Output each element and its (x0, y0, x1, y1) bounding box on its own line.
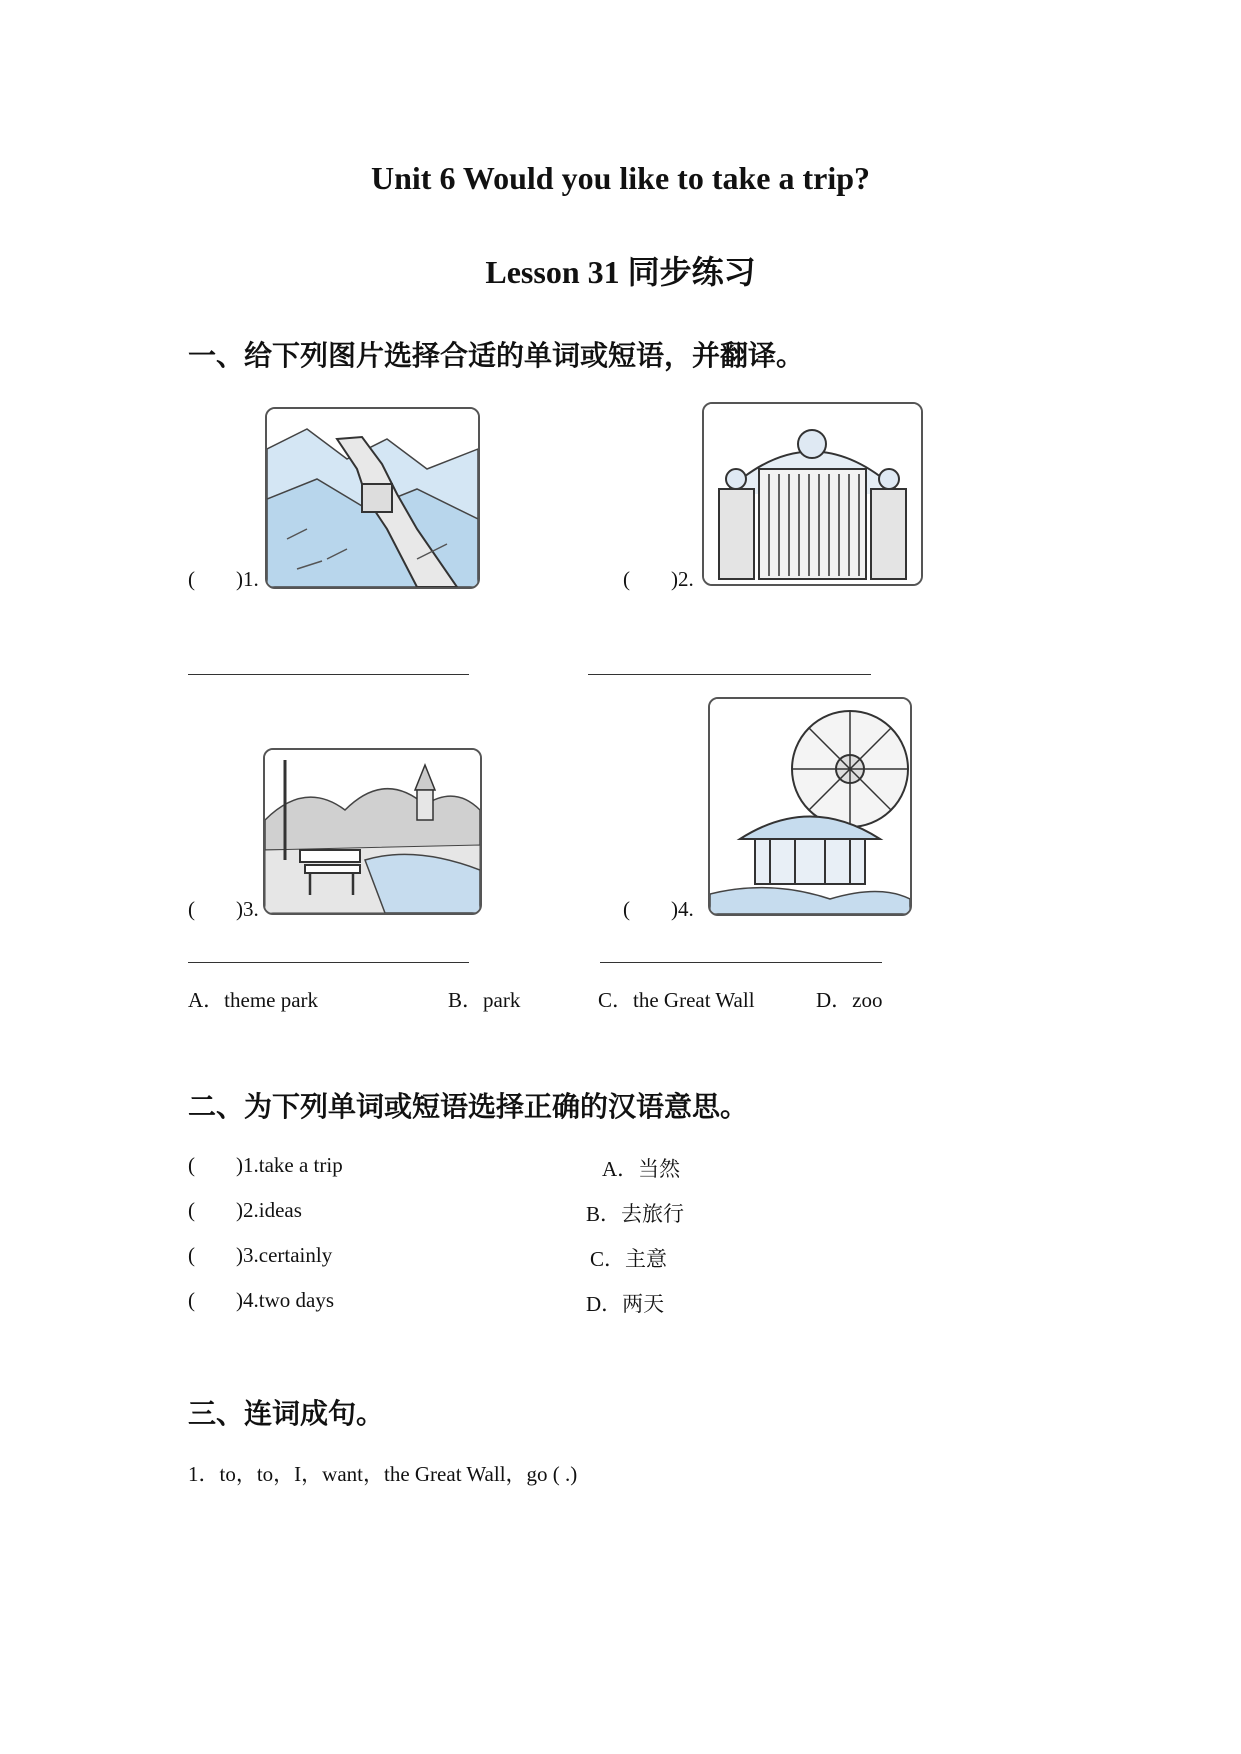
answer-line-1 (188, 674, 469, 675)
answer-line-4 (600, 962, 882, 963)
section2-heading: 二、为下列单词或短语选择正确的汉语意思。 (188, 1090, 749, 1123)
page-subtitle: Lesson 31 同步练习 (485, 254, 756, 290)
park-picture (263, 748, 482, 915)
great-wall-picture (265, 407, 480, 589)
match-answer-d: D．两天 (586, 1292, 665, 1316)
match-row-4: ( )4.two days (188, 1288, 334, 1312)
item-4-label: ( )4. (623, 897, 694, 921)
option-a: A．theme park (188, 988, 319, 1012)
match-row-2: ( )2.ideas (188, 1198, 302, 1222)
gate-picture (702, 402, 923, 586)
match-row-1: ( )1.take a trip (188, 1153, 343, 1177)
answer-line-2 (588, 674, 871, 675)
page-title: Unit 6 Would you like to take a trip? (370, 160, 871, 196)
match-answer-b: B．去旅行 (586, 1202, 685, 1226)
section3-heading: 三、连词成句。 (188, 1397, 385, 1430)
option-d: D．zoo (816, 988, 883, 1012)
match-answer-c: C．主意 (590, 1247, 668, 1271)
match-answer-a: A．当然 (602, 1157, 681, 1181)
theme-park-picture (708, 697, 912, 916)
item-2-label: ( )2. (623, 567, 694, 591)
item-3-label: ( )3. (188, 897, 259, 921)
question-1: 1．to，to，I，want，the Great Wall，go ( .) (188, 1462, 578, 1486)
answer-line-3 (188, 962, 469, 963)
match-row-3: ( )3.certainly (188, 1243, 333, 1267)
option-c: C．the Great Wall (598, 988, 755, 1012)
item-1-label: ( )1. (188, 567, 259, 591)
section1-heading: 一、给下列图片选择合适的单词或短语，并翻译。 (188, 339, 805, 372)
option-b: B．park (448, 988, 521, 1012)
